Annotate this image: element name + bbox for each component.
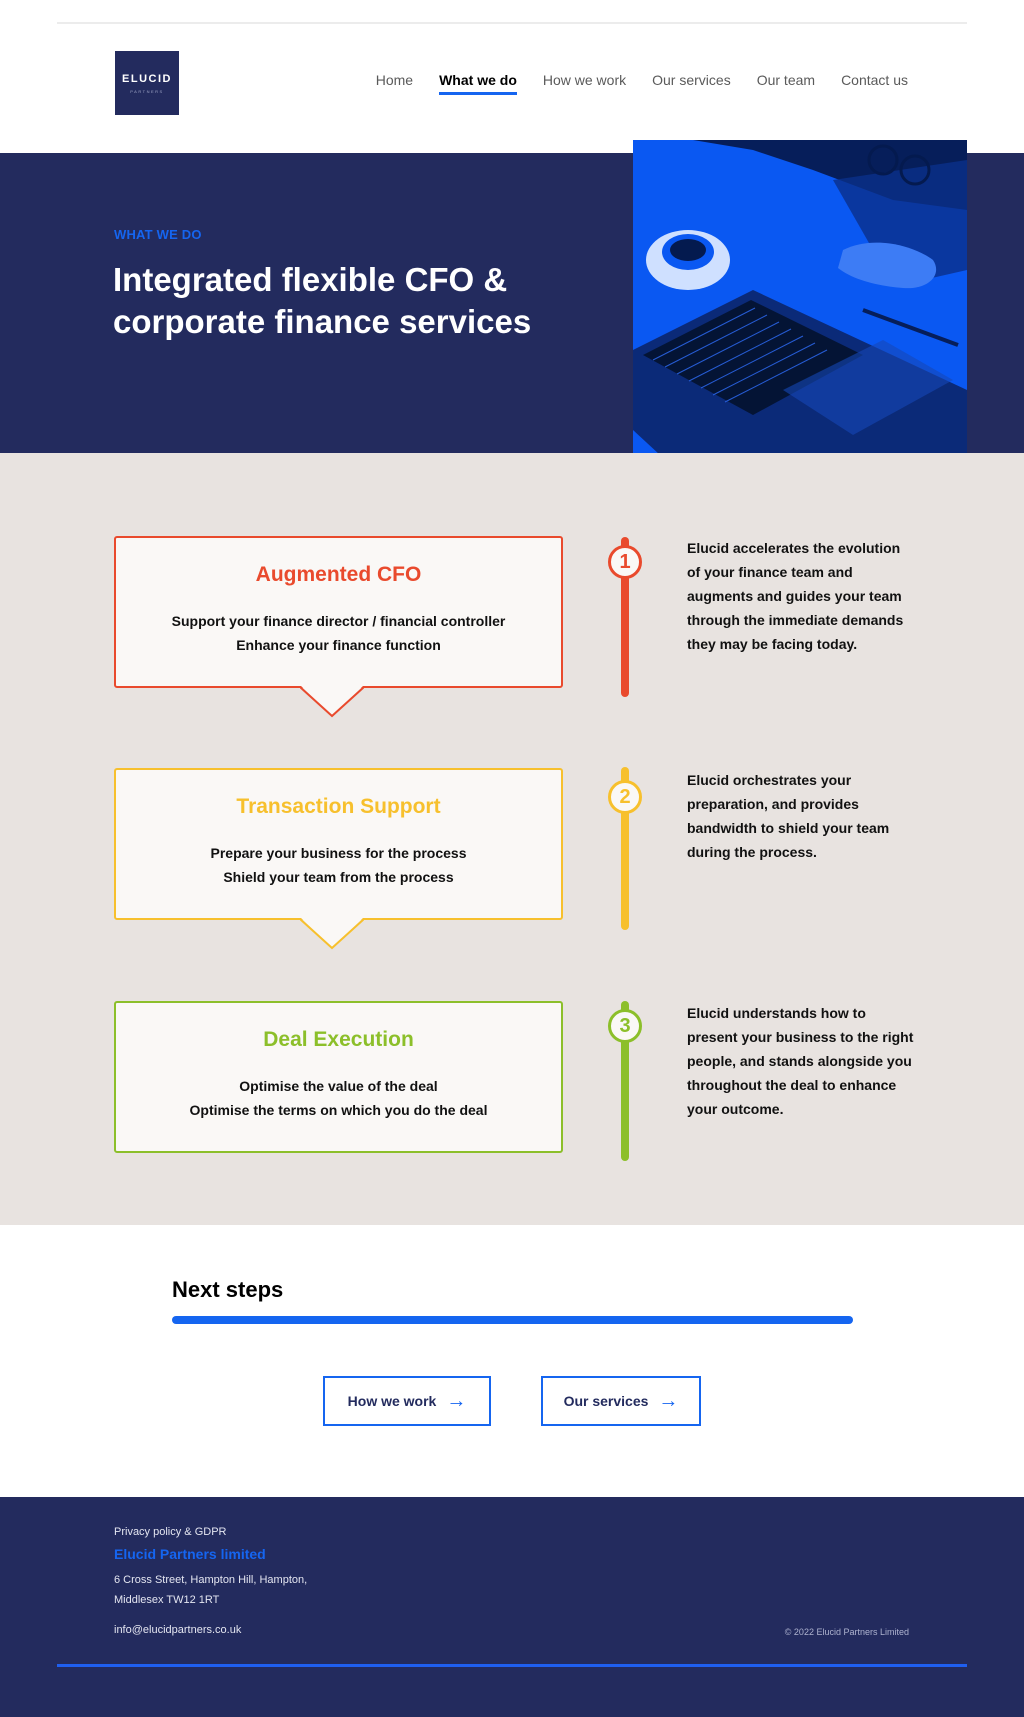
card-pointer: [300, 917, 364, 951]
service-line: Prepare your business for the process: [210, 845, 467, 861]
service-line: Support your finance director / financial controller: [171, 613, 506, 629]
card-pointer: [300, 685, 364, 719]
service-card-transaction-support: [114, 768, 563, 920]
copyright: © 2022 Elucid Partners Limited: [784, 1627, 909, 1637]
arrow-right-icon: →: [658, 1390, 679, 1412]
service-title: Deal Execution: [263, 1028, 414, 1051]
footer-address: [114, 1570, 307, 1610]
address-line: 6 Cross Street, Hampton Hill, Hampton,: [114, 1574, 308, 1586]
privacy-policy-link[interactable]: Privacy policy & GDPR: [114, 1526, 227, 1538]
service-line: Enhance your finance function: [236, 637, 441, 653]
footer-company-name: Elucid Partners limited: [114, 1546, 266, 1562]
elucid-logo[interactable]: [115, 51, 179, 115]
nav-our-team[interactable]: Our team: [756, 72, 816, 88]
nav-contact-us[interactable]: Contact us: [841, 72, 908, 88]
button-label: Our services: [563, 1393, 649, 1409]
service-description: Elucid orchestrates your preparation, and provides bandwidth to shield your team during the process.: [687, 772, 890, 860]
nav-how-we-work[interactable]: How we work: [542, 72, 627, 88]
logo-name: ELUCID: [122, 72, 172, 85]
service-title: Augmented CFO: [255, 563, 422, 586]
service-title: Transaction Support: [236, 795, 441, 818]
service-line: Shield your team from the process: [223, 869, 454, 885]
nav-home[interactable]: Home: [375, 72, 414, 88]
service-card-augmented-cfo: [114, 536, 563, 688]
service-line: Optimise the terms on which you do the deal: [189, 1102, 488, 1118]
next-steps-title: Next steps: [172, 1277, 284, 1302]
top-divider: [57, 22, 967, 24]
hero-eyebrow: WHAT WE DO: [114, 227, 202, 242]
step-number: 1: [608, 545, 642, 579]
address-line: Middlesex TW12 1RT: [114, 1594, 220, 1606]
service-card-deal-execution: [114, 1001, 563, 1153]
service-description: Elucid understands how to present your business to the right people, and stands alongside you throughout the deal to enhance your outcome.: [687, 1005, 914, 1117]
logo-subtitle: PARTNERS: [130, 88, 164, 94]
step-number: 2: [608, 780, 642, 814]
main-nav: [376, 72, 908, 88]
page-title: Integrated flexible CFO & corporate finance services: [113, 261, 532, 340]
nav-what-we-do[interactable]: What we do: [439, 72, 517, 88]
footer-email-link[interactable]: info@elucidpartners.co.uk: [114, 1624, 242, 1636]
footer-divider: [57, 1664, 967, 1667]
how-we-work-button[interactable]: [323, 1376, 491, 1426]
service-description: Elucid accelerates the evolution of your finance team and augments and guides your team through the immediate demands they may be facing today.: [687, 540, 904, 652]
button-label: How we work: [347, 1393, 437, 1409]
next-steps-bar: [172, 1316, 853, 1324]
nav-our-services[interactable]: Our services: [652, 72, 731, 88]
hero-laptop-photo: [633, 140, 967, 467]
our-services-button[interactable]: [541, 1376, 701, 1426]
laptop-illustration: [633, 140, 967, 467]
arrow-right-icon: →: [446, 1390, 467, 1412]
service-line: Optimise the value of the deal: [239, 1078, 438, 1094]
step-number: 3: [608, 1009, 642, 1043]
